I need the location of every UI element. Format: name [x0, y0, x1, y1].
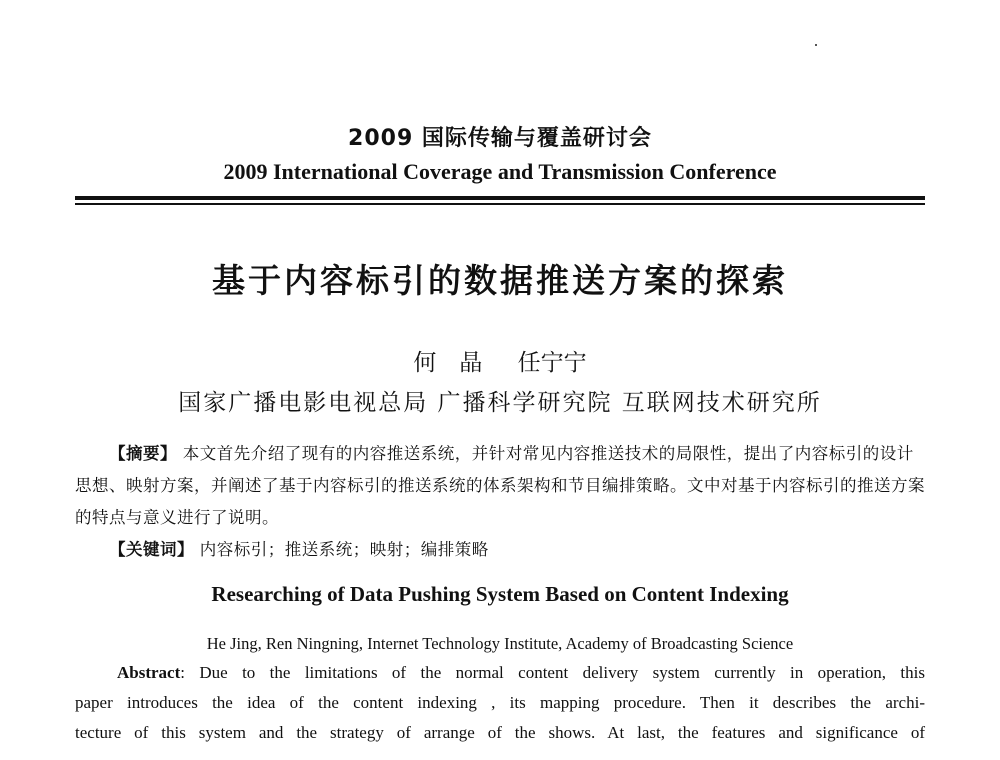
conference-title-en: 2009 International Coverage and Transmission Conference: [223, 159, 777, 184]
keywords-zh-text: 内容标引；推送系统；映射；编排策略: [199, 540, 489, 559]
abstract-en-line: paper introduces the idea of the content indexing , its mapping procedure. Then it describes the archi-: [75, 693, 925, 712]
abstract-en-line-text: Due to the limitations of the normal content delivery system currently in operation, this: [199, 663, 925, 682]
scan-speck: [815, 44, 817, 46]
abstract-zh: [75, 438, 925, 534]
abstract-en-separator: :: [180, 663, 200, 682]
abstract-zh-text: 本文首先介绍了现有的内容推送系统，并针对常见内容推送技术的局限性，提出了内容标引的设计思想、映射方案，并阐述了基于内容标引的推送系统的体系架构和节目编排策略。文中对基于内容标引的推送方案的特点与意义进行了说明。: [75, 444, 925, 527]
paper-title-en: Researching of Data Pushing System Based on Content Indexing: [211, 582, 789, 606]
author-name: 任宁宁: [517, 350, 587, 376]
keywords-zh: [75, 534, 925, 566]
keywords-zh-label: 【关键词】: [109, 540, 194, 559]
affiliation-zh: 国家广播电影电视总局 广播科学研究院 互联网技术研究所: [178, 390, 822, 416]
header-rule-thin: [75, 203, 925, 205]
abstract-zh-label: 【摘要】: [109, 444, 177, 463]
authors-zh: [0, 344, 1000, 377]
abstract-en-line: tecture of this system and the strategy of arrange of the shows. At last, the features and significance of: [75, 723, 925, 742]
abstract-en-line: [75, 658, 925, 688]
conference-title-zh: 2009 国际传输与覆盖研讨会: [348, 126, 652, 151]
abstract-en-label: Abstract: [117, 663, 181, 682]
author-name: 何 晶: [413, 350, 483, 376]
abstract-en: [75, 658, 925, 748]
header-rule-thick: [75, 196, 925, 200]
paper-title-zh: 基于内容标引的数据推送方案的探索: [212, 261, 788, 300]
authors-en: He Jing, Ren Ningning, Internet Technology Institute, Academy of Broadcasting Science: [206, 634, 794, 653]
